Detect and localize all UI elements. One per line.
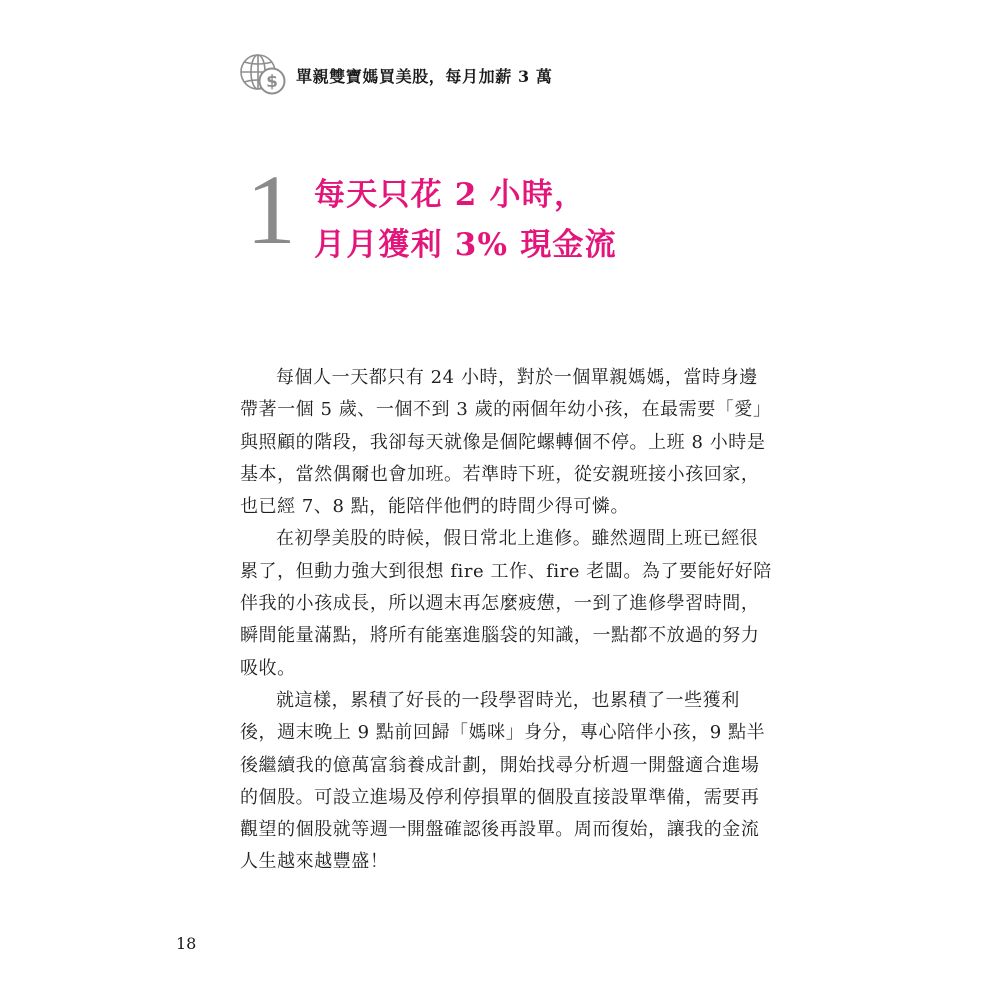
chapter-title-line: 月月獲利 3% 現金流 <box>314 227 617 263</box>
text-line: 後，週末晚上 9 點前回歸「媽咪」身分，專心陪伴小孩，9 點半 <box>240 722 766 744</box>
text-line: 吸收。 <box>240 657 296 679</box>
body-text <box>240 362 772 879</box>
svg-text:$: $ <box>266 72 278 92</box>
text-line: 人生越來越豐盛！ <box>240 851 389 873</box>
text-line: 在初學美股的時候，假日常北上進修。雖然週間上班已經很 <box>276 528 759 550</box>
text-line: 後繼續我的億萬富翁養成計劃，開始找尋分析週一開盤適合進場 <box>240 754 760 776</box>
text-line: 帶著一個 5 歲、一個不到 3 歲的兩個年幼小孩，在最需要「愛」 <box>240 399 772 421</box>
paragraph <box>240 523 772 684</box>
text-line: 觀望的個股就等週一開盤確認後再設單。周而復始，讓我的金流 <box>240 819 760 841</box>
page-number: 18 <box>176 934 197 953</box>
text-line: 與照顧的階段，我卻每天就像是個陀螺轉個不停。上班 8 小時是 <box>240 431 766 453</box>
text-line: 基本，當然偶爾也會加班。若準時下班，從安親班接小孩回家， <box>240 463 760 485</box>
globe-dollar-icon <box>238 50 290 100</box>
paragraph <box>240 685 766 879</box>
text-line: 的個股。可設立進場及停利停損單的個股直接設單準備，需要再 <box>240 786 760 808</box>
text-line: 也已經 7、8 點，能陪伴他們的時間少得可憐。 <box>240 496 629 518</box>
text-line: 每個人一天都只有 24 小時，對於一個單親媽媽，當時身邊 <box>276 367 758 388</box>
text-line: 伴我的小孩成長，所以週末再怎麼疲憊，一到了進修學習時間， <box>240 593 760 615</box>
chapter-title <box>314 170 617 270</box>
paragraph <box>240 362 772 523</box>
running-header <box>238 50 552 100</box>
chapter-title-line: 每天只花 2 小時， <box>314 177 587 213</box>
text-line: 累了，但動力強大到很想 fire 工作、fire 老闆。為了要能好好陪 <box>240 560 772 582</box>
text-line: 瞬間能量滿點，將所有能塞進腦袋的知識，一點都不放過的努力 <box>240 625 760 647</box>
chapter-number: 1 <box>246 154 296 265</box>
text-line: 就這樣，累積了好長的一段學習時光，也累積了一些獲利 <box>276 689 740 711</box>
running-header-title: 單親雙寶媽買美股，每月加薪 3 萬 <box>296 66 553 86</box>
